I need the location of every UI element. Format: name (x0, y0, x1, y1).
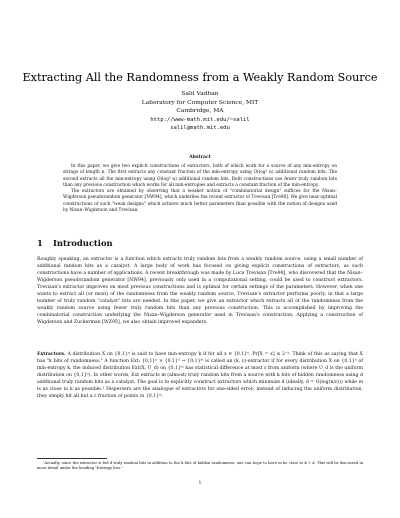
paragraph-text: A distribution X on {0,1}ⁿ is said to have min-entropy k if for all x ∈ {0,1}ⁿ, Pr[X = x] ≤ 2⁻ᵏ. Think of this as saying that X has "k bits of randomness." A function Ext: {0,1}ⁿ × {0,1}ᵈ → {0,1}ᵐ is called an (k, ε)-extractor if for every distribution X on {0,1}ⁿ of min-entropy k, the induced distribution Ext(X, U_d) on {0,1}ᵐ has statistical difference at most ε from uniform (where U_d is the uniform distribution on {0,1}ᵈ). In other words, Ext extracts m (almost) truly random bits from a source with k bits of hidden randomness using d additional truly random bits as a catalyst. The goal is to explicitly construct extractors which minimize d (ideally, d = O(log(n/ε))) while m is as close to k as possible.¹ Dispersers are the analogue of extractors for one-sided error; instead of inducing the uniform distribution, they simply hit all but a ε fraction of points in {0,1}ᵐ. (37, 352, 363, 399)
author-location: Cambridge, MA (176, 108, 224, 115)
author-email: salil@math.mit.edu (170, 125, 230, 132)
page-number: 1 (198, 481, 202, 486)
footnote-text: ¹Actually, since the extractor is fed d truly random bits in addition to the k bits of hidden randomness, one can hope to have m be close to k + d. This will be discussed in more detail under the heading "Entropy loss." (37, 461, 363, 471)
author-affiliation: Laboratory for Computer Science, MIT (141, 99, 259, 106)
abstract-body (63, 164, 337, 214)
body-paragraph: Roughly speaking, an extractor is a function which extracts truly random bits from a weakly random source, using a small number of additional random bits as a catalyst. A large body of work has focused on giving explicit constructions of extractors, as such constructions have a number of applications. A recent breakthrough was made by Luca Trevisan [Tre98], who discovered that the Nisan–Wigderson pseudorandom generator [NW94], previously only used in a computational setting, could be used to construct extractors. Trevisan's extractor improves on most previous constructions and is optimal for certain settings of the parameters. However, when one wants to extract all (or most) of the randomness from the weakly random source, Trevisan's extractor performs poorly, in that a large number of truly random "catalyst" bits are needed. In this paper, we give an extractor which extracts all of the randomness from the weakly random source using fewer truly random bits than any previous construction. This is accomplished by improving the combinatorial construction underlying the Nisan–Wigderson generator used in Trevisan's construction. Applying a construction of Wigderson and Zuckerman [WZ95], we also obtain improved expanders. (37, 257, 363, 325)
abstract-paragraph: The extractors are obtained by observing that a weaker notion of "combinatorial design" suffices for the Nisan–Wigderson pseudorandom generator [NW94], which underlies the recent extractor of Trevisan [Tre98]. We give near-optimal constructions of such "weak designs" which achieve much better parameters than possible with the notion of designs used by Nisan–Wigderson and Trevisan. (63, 189, 337, 214)
paper-title: Extracting All the Randomness from a Weakly Random Source (22, 71, 378, 84)
intro-body (37, 257, 363, 327)
author-homepage: http://www-math.mit.edu/~salil (150, 116, 250, 123)
section-heading (37, 238, 113, 248)
section-number: 1 (37, 238, 43, 248)
author-block (0, 90, 400, 133)
paragraph-lead: Extractors. (37, 352, 66, 357)
extractors-body (37, 352, 363, 401)
body-paragraph (37, 352, 363, 401)
footnote-rule (37, 458, 107, 459)
abstract-heading: Abstract (189, 155, 211, 160)
abstract-paragraph: In this paper, we give two explicit constructions of extractors, both of which work for a source of any min-entropy on strings of length n. The first extracts any constant fraction of the min-entropy using O(log² n) additional random bits. The second extracts all the min-entropy using O(log³ n) additional random bits. Both constructions use fewer truly random bits than any previous construction which works for all min-entropies and extracts a constant fraction of the min-entropy. (63, 164, 337, 188)
footnote (37, 461, 363, 472)
section-title: Introduction (53, 238, 113, 248)
author-name: Salil Vadhan (181, 91, 219, 97)
